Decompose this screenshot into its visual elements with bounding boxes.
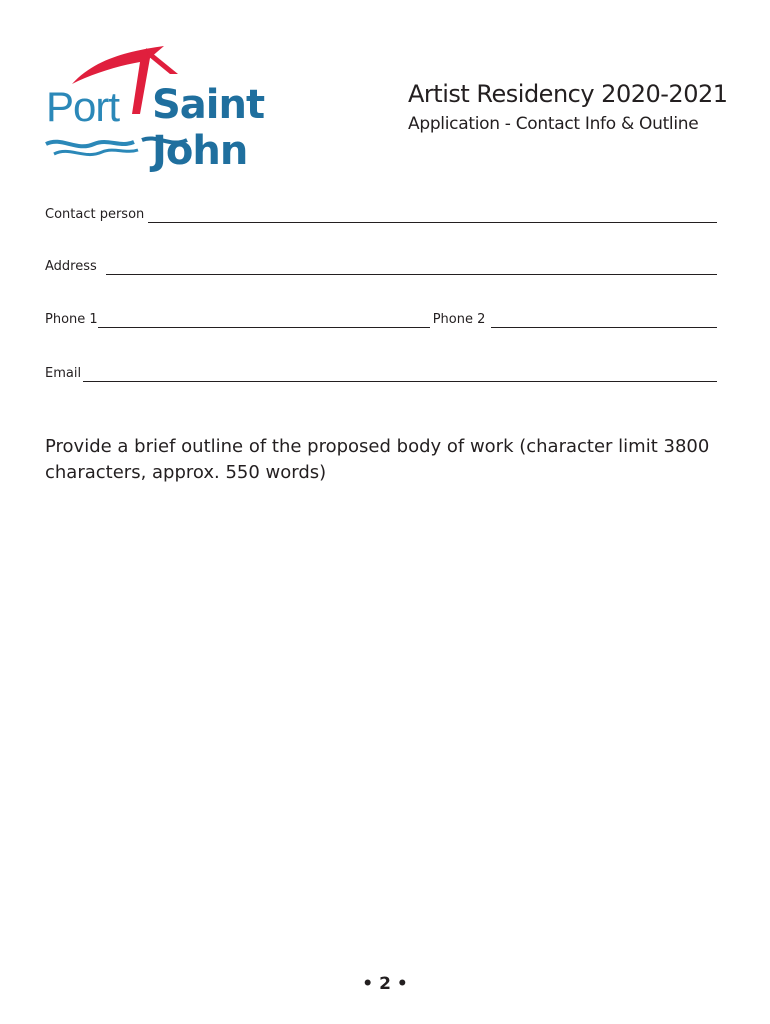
page-title: Artist Residency 2020-2021 <box>408 80 728 108</box>
email-row <box>45 366 717 382</box>
email-label: Email <box>45 366 82 381</box>
phone1-label: Phone 1 <box>45 312 98 327</box>
phone2-label: Phone 2 <box>432 312 486 327</box>
address-field[interactable] <box>106 262 717 275</box>
email-field[interactable] <box>83 369 717 382</box>
title-block <box>408 80 728 134</box>
logo-word-saint-john: Saint John <box>152 82 265 174</box>
logo-word-port: Port <box>46 83 120 130</box>
address-row <box>45 259 717 275</box>
page-subtitle: Application - Contact Info & Outline <box>408 114 699 134</box>
contact-person-field[interactable] <box>148 210 717 223</box>
port-saint-john-logo <box>42 44 372 174</box>
phone-row <box>45 312 717 328</box>
outline-prompt: Provide a brief outline of the proposed body of work (character limit 3800 characters, approx. 550 words) <box>45 436 710 483</box>
phone1-field[interactable] <box>98 315 430 328</box>
contact-person-row <box>45 207 717 223</box>
phone2-field[interactable] <box>491 315 717 328</box>
page-number: • 2 • <box>362 974 408 994</box>
contact-person-label: Contact person <box>45 207 145 222</box>
address-label: Address <box>45 259 97 274</box>
